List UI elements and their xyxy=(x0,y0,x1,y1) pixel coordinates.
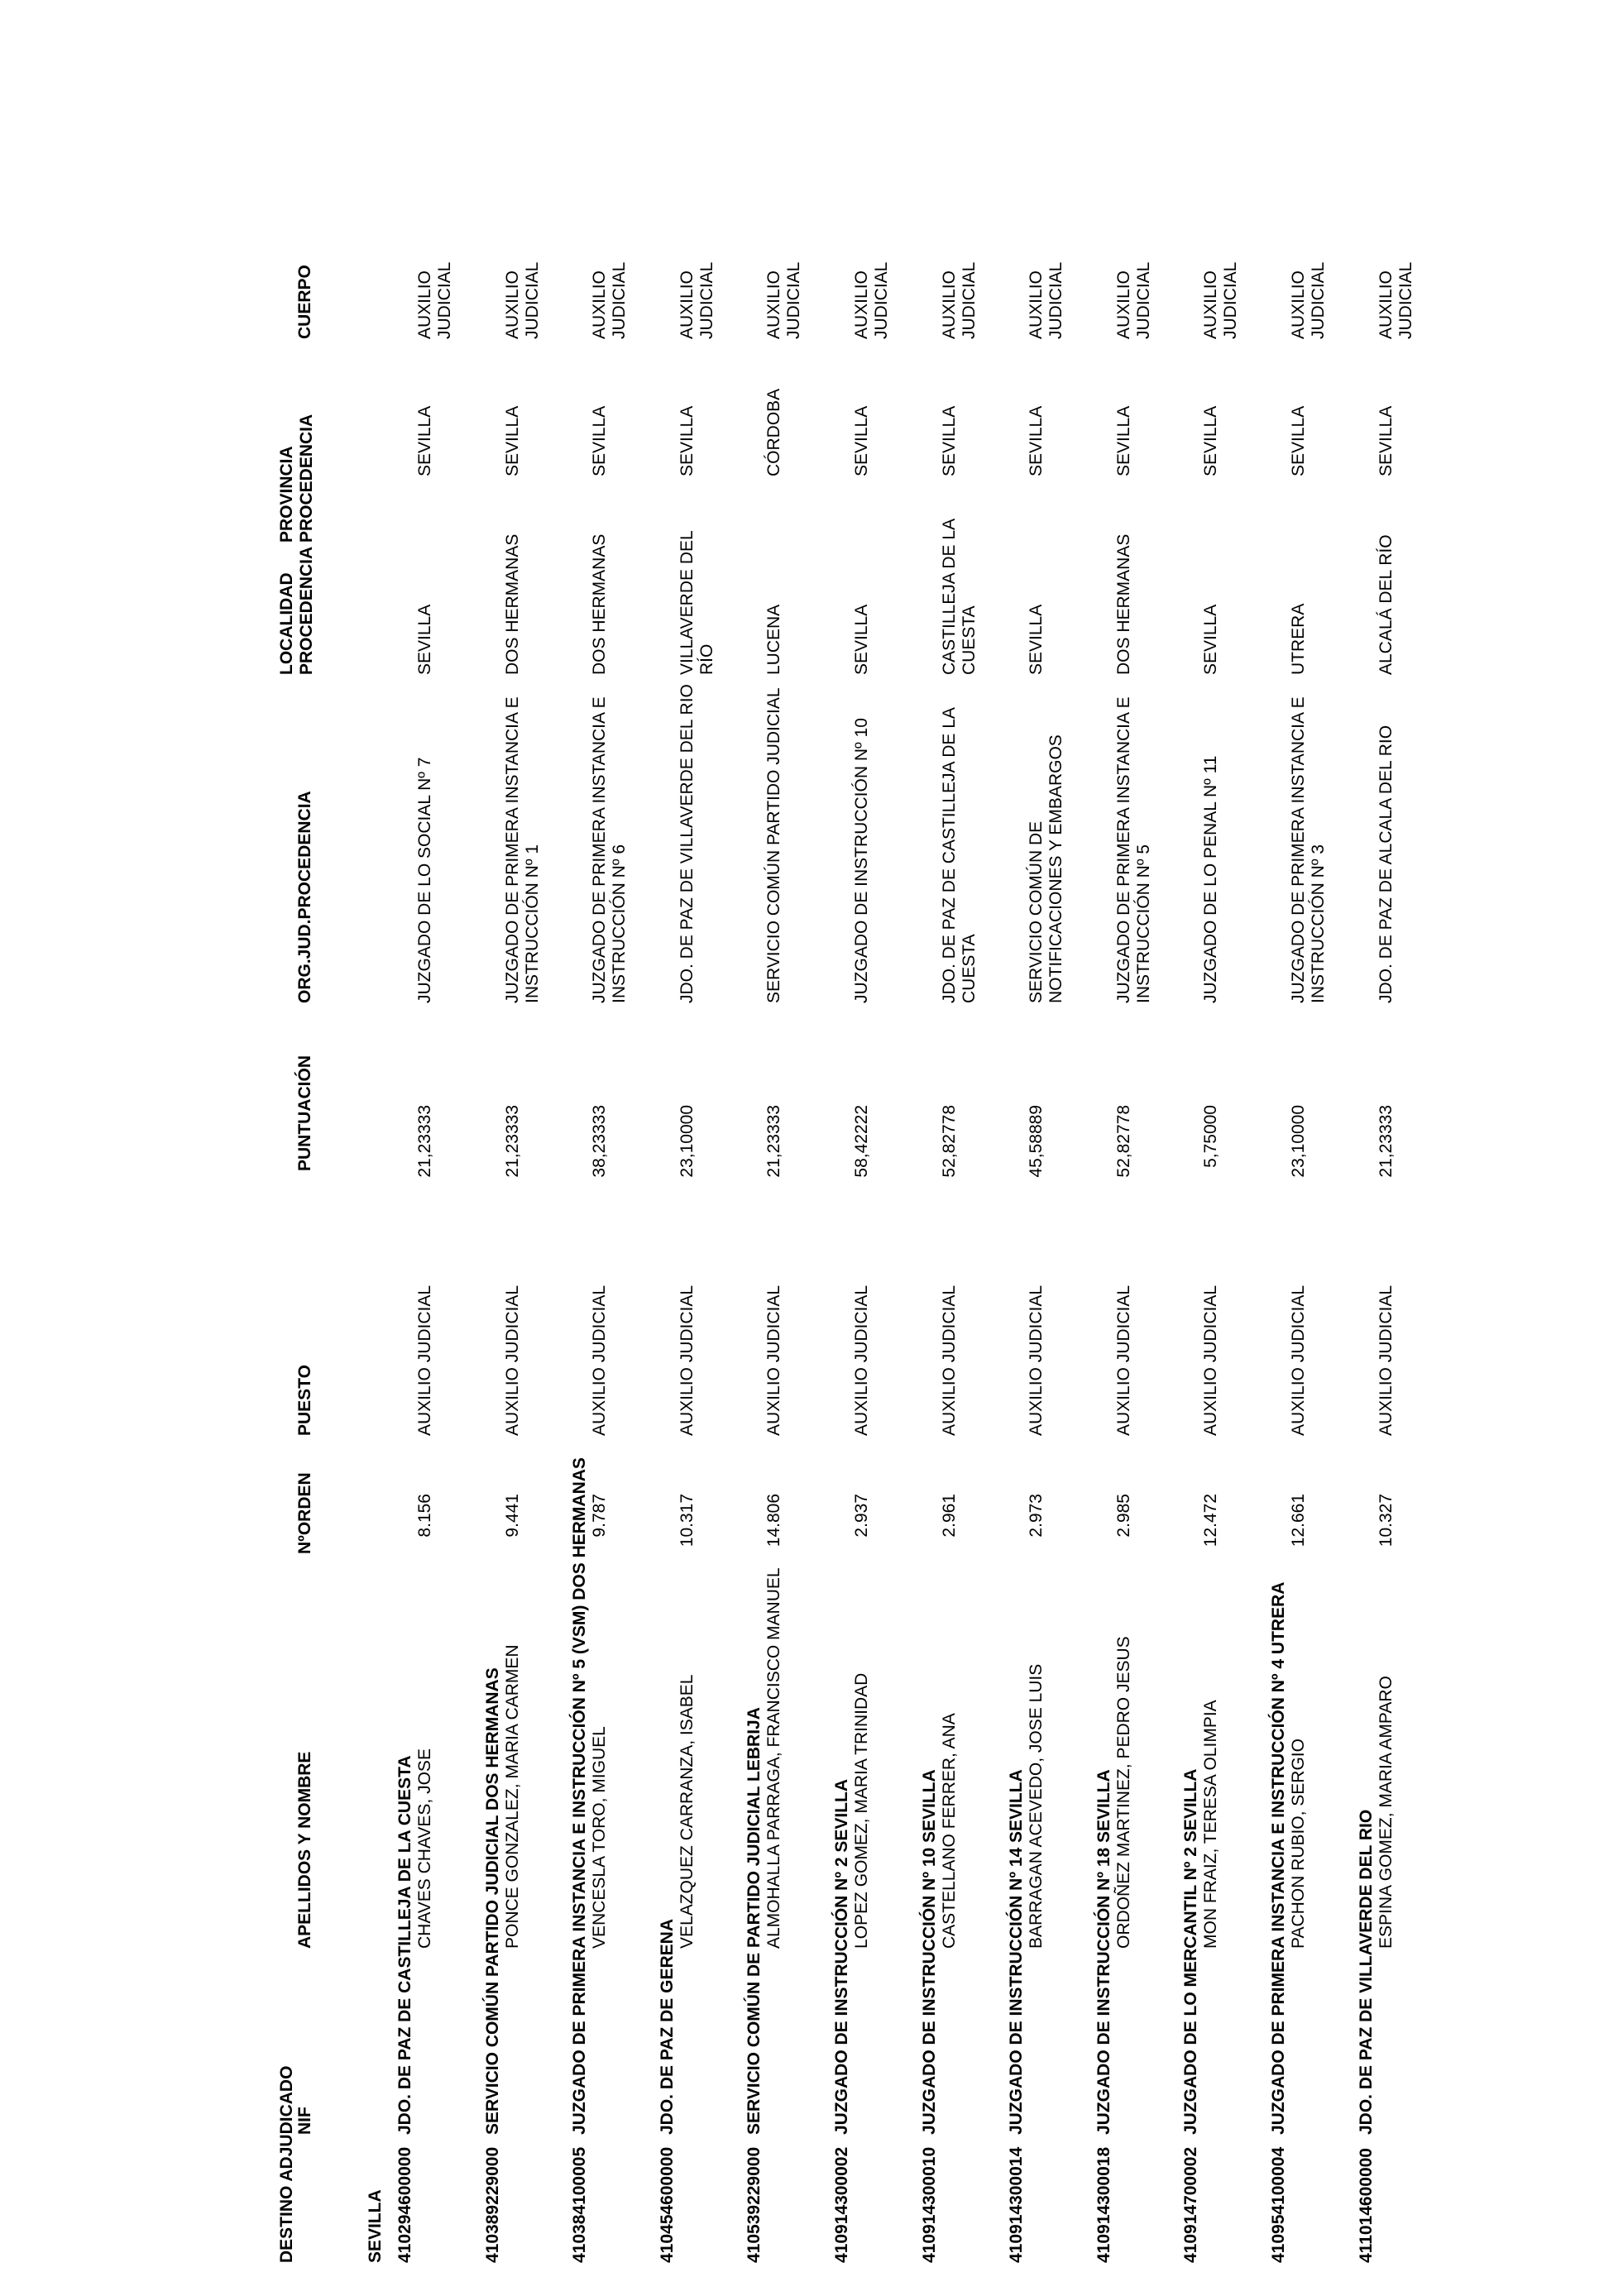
destination-code: 410389229000 xyxy=(483,2146,502,2263)
destination-code: 410954100004 xyxy=(1269,2146,1288,2263)
origin-locality: DOS HERMANAS xyxy=(590,533,609,675)
post: AUXILIO JUDICIAL xyxy=(1027,1284,1046,1436)
destination-code: 410384100005 xyxy=(570,2146,589,2263)
order-number: 10.317 xyxy=(677,1494,697,1547)
corps: AUXILIO JUDICIAL xyxy=(1201,261,1240,339)
header-org: ORG.JUD.PROCEDENCIA xyxy=(295,791,314,1003)
corps: AUXILIO JUDICIAL xyxy=(1289,261,1328,339)
destination-name: SERVICIO COMÚN DE PARTIDO JUDICIAL LEBRIJA xyxy=(744,1707,764,2135)
destination-code: 411014600000 xyxy=(1357,2148,1376,2263)
origin-court: JUZGADO DE LO SOCIAL Nº 7 xyxy=(415,757,434,1003)
origin-locality: SEVILLA xyxy=(852,604,871,675)
destination-name: JUZGADO DE INSTRUCCIÓN Nº 14 SEVILLA xyxy=(1007,1769,1026,2135)
applicant-name: BARRAGAN ACEVEDO, JOSE LUIS xyxy=(1027,1663,1046,1949)
post: AUXILIO JUDICIAL xyxy=(677,1284,697,1436)
applicant-name: ORDOÑEZ MARTINEZ, PEDRO JESUS xyxy=(1114,1636,1133,1949)
origin-court: JUZGADO DE PRIMERA INSTANCIA E INSTRUCCIÓN Nº 1 xyxy=(503,696,542,1003)
origin-province: SEVILLA xyxy=(503,405,522,476)
destination-code: 410539229000 xyxy=(744,2146,764,2263)
origin-court: JDO. DE PAZ DE CASTILLEJA DE LA CUESTA xyxy=(940,708,979,1003)
header-puesto: PUESTO xyxy=(295,1365,314,1436)
corps: AUXILIO JUDICIAL xyxy=(852,261,891,339)
applicant-name: CASTELLANO FERRER, ANA xyxy=(940,1713,959,1949)
origin-court: JDO. DE PAZ DE ALCALA DEL RIO xyxy=(1376,725,1396,1003)
destination-code: 410914300018 xyxy=(1094,2146,1113,2263)
corps: AUXILIO JUDICIAL xyxy=(415,261,454,339)
applicant-name: CHAVES CHAVES, JOSE xyxy=(415,1748,434,1949)
destination-code: 410454600000 xyxy=(658,2146,677,2263)
corps: AUXILIO JUDICIAL xyxy=(1027,261,1065,339)
origin-locality: SEVILLA xyxy=(1027,604,1046,675)
post: AUXILIO JUDICIAL xyxy=(1201,1284,1220,1436)
post: AUXILIO JUDICIAL xyxy=(503,1284,522,1436)
header-cuerpo: CUERPO xyxy=(295,265,314,339)
score: 23,10000 xyxy=(677,1105,697,1178)
order-number: 14.806 xyxy=(764,1494,783,1547)
destination-code: 410294600000 xyxy=(395,2146,414,2263)
post: AUXILIO JUDICIAL xyxy=(1376,1284,1396,1436)
post: AUXILIO JUDICIAL xyxy=(415,1284,434,1436)
destination-code: 410914300014 xyxy=(1007,2146,1026,2263)
corps: AUXILIO JUDICIAL xyxy=(590,261,629,339)
destination-code: 410914300010 xyxy=(920,2146,939,2263)
origin-court: JUZGADO DE PRIMERA INSTANCIA E INSTRUCCIÓN Nº 5 xyxy=(1114,696,1153,1003)
applicant-name: PACHON RUBIO, SERGIO xyxy=(1289,1739,1308,1949)
score: 23,10000 xyxy=(1289,1105,1308,1178)
order-number: 8.156 xyxy=(415,1494,434,1538)
destination-name: JUZGADO DE INSTRUCCIÓN Nº 18 SEVILLA xyxy=(1094,1769,1113,2135)
post: AUXILIO JUDICIAL xyxy=(852,1284,871,1436)
corps: AUXILIO JUDICIAL xyxy=(503,261,542,339)
score: 52,82778 xyxy=(1114,1105,1133,1178)
score: 21,23333 xyxy=(764,1105,783,1178)
origin-court: JDO. DE PAZ DE VILLAVERDE DEL RIO xyxy=(677,684,697,1003)
score: 5,75000 xyxy=(1201,1105,1220,1168)
applicant-name: VELAZQUEZ CARRANZA, ISABEL xyxy=(677,1674,697,1949)
origin-locality: DOS HERMANAS xyxy=(503,533,522,675)
destination-code: 410914300002 xyxy=(832,2146,851,2263)
origin-province: SEVILLA xyxy=(1289,405,1308,476)
origin-court: SERVICIO COMÚN DE NOTIFICACIONES Y EMBARGOS xyxy=(1027,734,1065,1003)
origin-court: JUZGADO DE PRIMERA INSTANCIA E INSTRUCCIÓN Nº 6 xyxy=(590,696,629,1003)
applicant-name: VENCESLA TORO, MIGUEL xyxy=(590,1726,609,1949)
destination-name: SERVICIO COMÚN PARTIDO JUDICIAL DOS HERMANAS xyxy=(483,1667,502,2135)
origin-locality: SEVILLA xyxy=(1201,604,1220,675)
header-provincia: PROVINCIA PROCEDENCIA xyxy=(277,414,316,543)
origin-province: SEVILLA xyxy=(415,405,434,476)
origin-province: SEVILLA xyxy=(1376,405,1396,476)
destination-name: JDO. DE PAZ DE GERENA xyxy=(658,1919,677,2135)
destination-name: JUZGADO DE LO MERCANTIL Nº 2 SEVILLA xyxy=(1181,1768,1200,2135)
destination-name: JUZGADO DE PRIMERA INSTANCIA E INSTRUCCIÓN Nº 5 (VSM) DOS HERMANAS xyxy=(570,1457,589,2135)
order-number: 2.961 xyxy=(940,1494,959,1538)
origin-province: SEVILLA xyxy=(1201,405,1220,476)
order-number: 2.985 xyxy=(1114,1494,1133,1538)
header-localidad: LOCALIDAD PROCEDENCIA xyxy=(277,546,316,675)
order-number: 2.937 xyxy=(852,1494,871,1538)
applicant-name: PONCE GONZALEZ, MARIA CARMEN xyxy=(503,1644,522,1949)
order-number: 12.472 xyxy=(1201,1494,1220,1547)
header-nif: NIF xyxy=(295,2107,314,2135)
score: 21,23333 xyxy=(415,1105,434,1178)
corps: AUXILIO JUDICIAL xyxy=(1114,261,1153,339)
origin-court: JUZGADO DE PRIMERA INSTANCIA E INSTRUCCIÓN Nº 3 xyxy=(1289,696,1328,1003)
score: 45,58889 xyxy=(1027,1105,1046,1178)
origin-locality: LUCENA xyxy=(764,604,783,675)
order-number: 2.973 xyxy=(1027,1494,1046,1538)
destination-name: JUZGADO DE PRIMERA INSTANCIA E INSTRUCCIÓN Nº 4 UTRERA xyxy=(1269,1581,1288,2135)
post: AUXILIO JUDICIAL xyxy=(1114,1284,1133,1436)
origin-province: SEVILLA xyxy=(940,405,959,476)
applicant-name: ESPINA GOMEZ, MARIA AMPARO xyxy=(1376,1676,1396,1949)
origin-province: SEVILLA xyxy=(590,405,609,476)
order-number: 9.787 xyxy=(590,1494,609,1538)
corps: AUXILIO JUDICIAL xyxy=(764,261,803,339)
origin-court: JUZGADO DE INSTRUCCIÓN Nº 10 xyxy=(852,718,871,1003)
header-destino: DESTINO ADJUDICADO xyxy=(277,2065,296,2263)
score: 58,42222 xyxy=(852,1105,871,1178)
post: AUXILIO JUDICIAL xyxy=(590,1284,609,1436)
corps: AUXILIO JUDICIAL xyxy=(677,261,716,339)
origin-province: SEVILLA xyxy=(677,405,697,476)
origin-locality: CASTILLEJA DE LA CUESTA xyxy=(940,519,979,675)
origin-province: SEVILLA xyxy=(1027,405,1046,476)
order-number: 10.327 xyxy=(1376,1494,1396,1547)
post: AUXILIO JUDICIAL xyxy=(764,1284,783,1436)
score: 21,23333 xyxy=(1376,1105,1396,1178)
corps: AUXILIO JUDICIAL xyxy=(940,261,979,339)
applicant-name: MON FRAIZ, TERESA OLIMPIA xyxy=(1201,1700,1220,1949)
origin-locality: UTRERA xyxy=(1289,603,1308,675)
score: 21,23333 xyxy=(503,1105,522,1178)
score: 38,23333 xyxy=(590,1105,609,1178)
origin-locality: VILLAVERDE DEL RÍO xyxy=(677,531,716,675)
origin-province: SEVILLA xyxy=(1114,405,1133,476)
post: AUXILIO JUDICIAL xyxy=(940,1284,959,1436)
destination-name: JUZGADO DE INSTRUCCIÓN Nº 2 SEVILLA xyxy=(832,1778,851,2135)
province-label: SEVILLA xyxy=(366,2189,385,2263)
origin-locality: SEVILLA xyxy=(415,604,434,675)
header-apellidos: APELLIDOS Y NOMBRE xyxy=(295,1751,314,1949)
applicant-name: LOPEZ GOMEZ, MARIA TRINIDAD xyxy=(852,1672,871,1949)
origin-locality: ALCALÁ DEL RÍO xyxy=(1376,534,1396,675)
origin-province: CÓRDOBA xyxy=(764,388,783,476)
origin-province: SEVILLA xyxy=(852,405,871,476)
destination-name: JDO. DE PAZ DE CASTILLEJA DE LA CUESTA xyxy=(395,1755,414,2135)
order-number: 12.661 xyxy=(1289,1494,1308,1547)
header-norden: NºORDEN xyxy=(295,1472,314,1554)
header-puntuacion: PUNTUACIÓN xyxy=(295,1055,314,1171)
score: 52,82778 xyxy=(940,1105,959,1178)
destination-code: 410914700002 xyxy=(1181,2146,1200,2263)
origin-court: SERVICIO COMÚN PARTIDO JUDICIAL xyxy=(764,687,783,1003)
destination-name: JUZGADO DE INSTRUCCIÓN Nº 10 SEVILLA xyxy=(920,1769,939,2135)
corps: AUXILIO JUDICIAL xyxy=(1376,261,1415,339)
post: AUXILIO JUDICIAL xyxy=(1289,1284,1308,1436)
origin-court: JUZGADO DE LO PENAL Nº 11 xyxy=(1201,755,1220,1003)
origin-locality: DOS HERMANAS xyxy=(1114,533,1133,675)
order-number: 9.441 xyxy=(503,1494,522,1538)
destination-name: JDO. DE PAZ DE VILLAVERDE DEL RIO xyxy=(1357,1809,1376,2135)
applicant-name: ALMOHALLA PARRAGA, FRANCISCO MANUEL xyxy=(764,1567,783,1949)
